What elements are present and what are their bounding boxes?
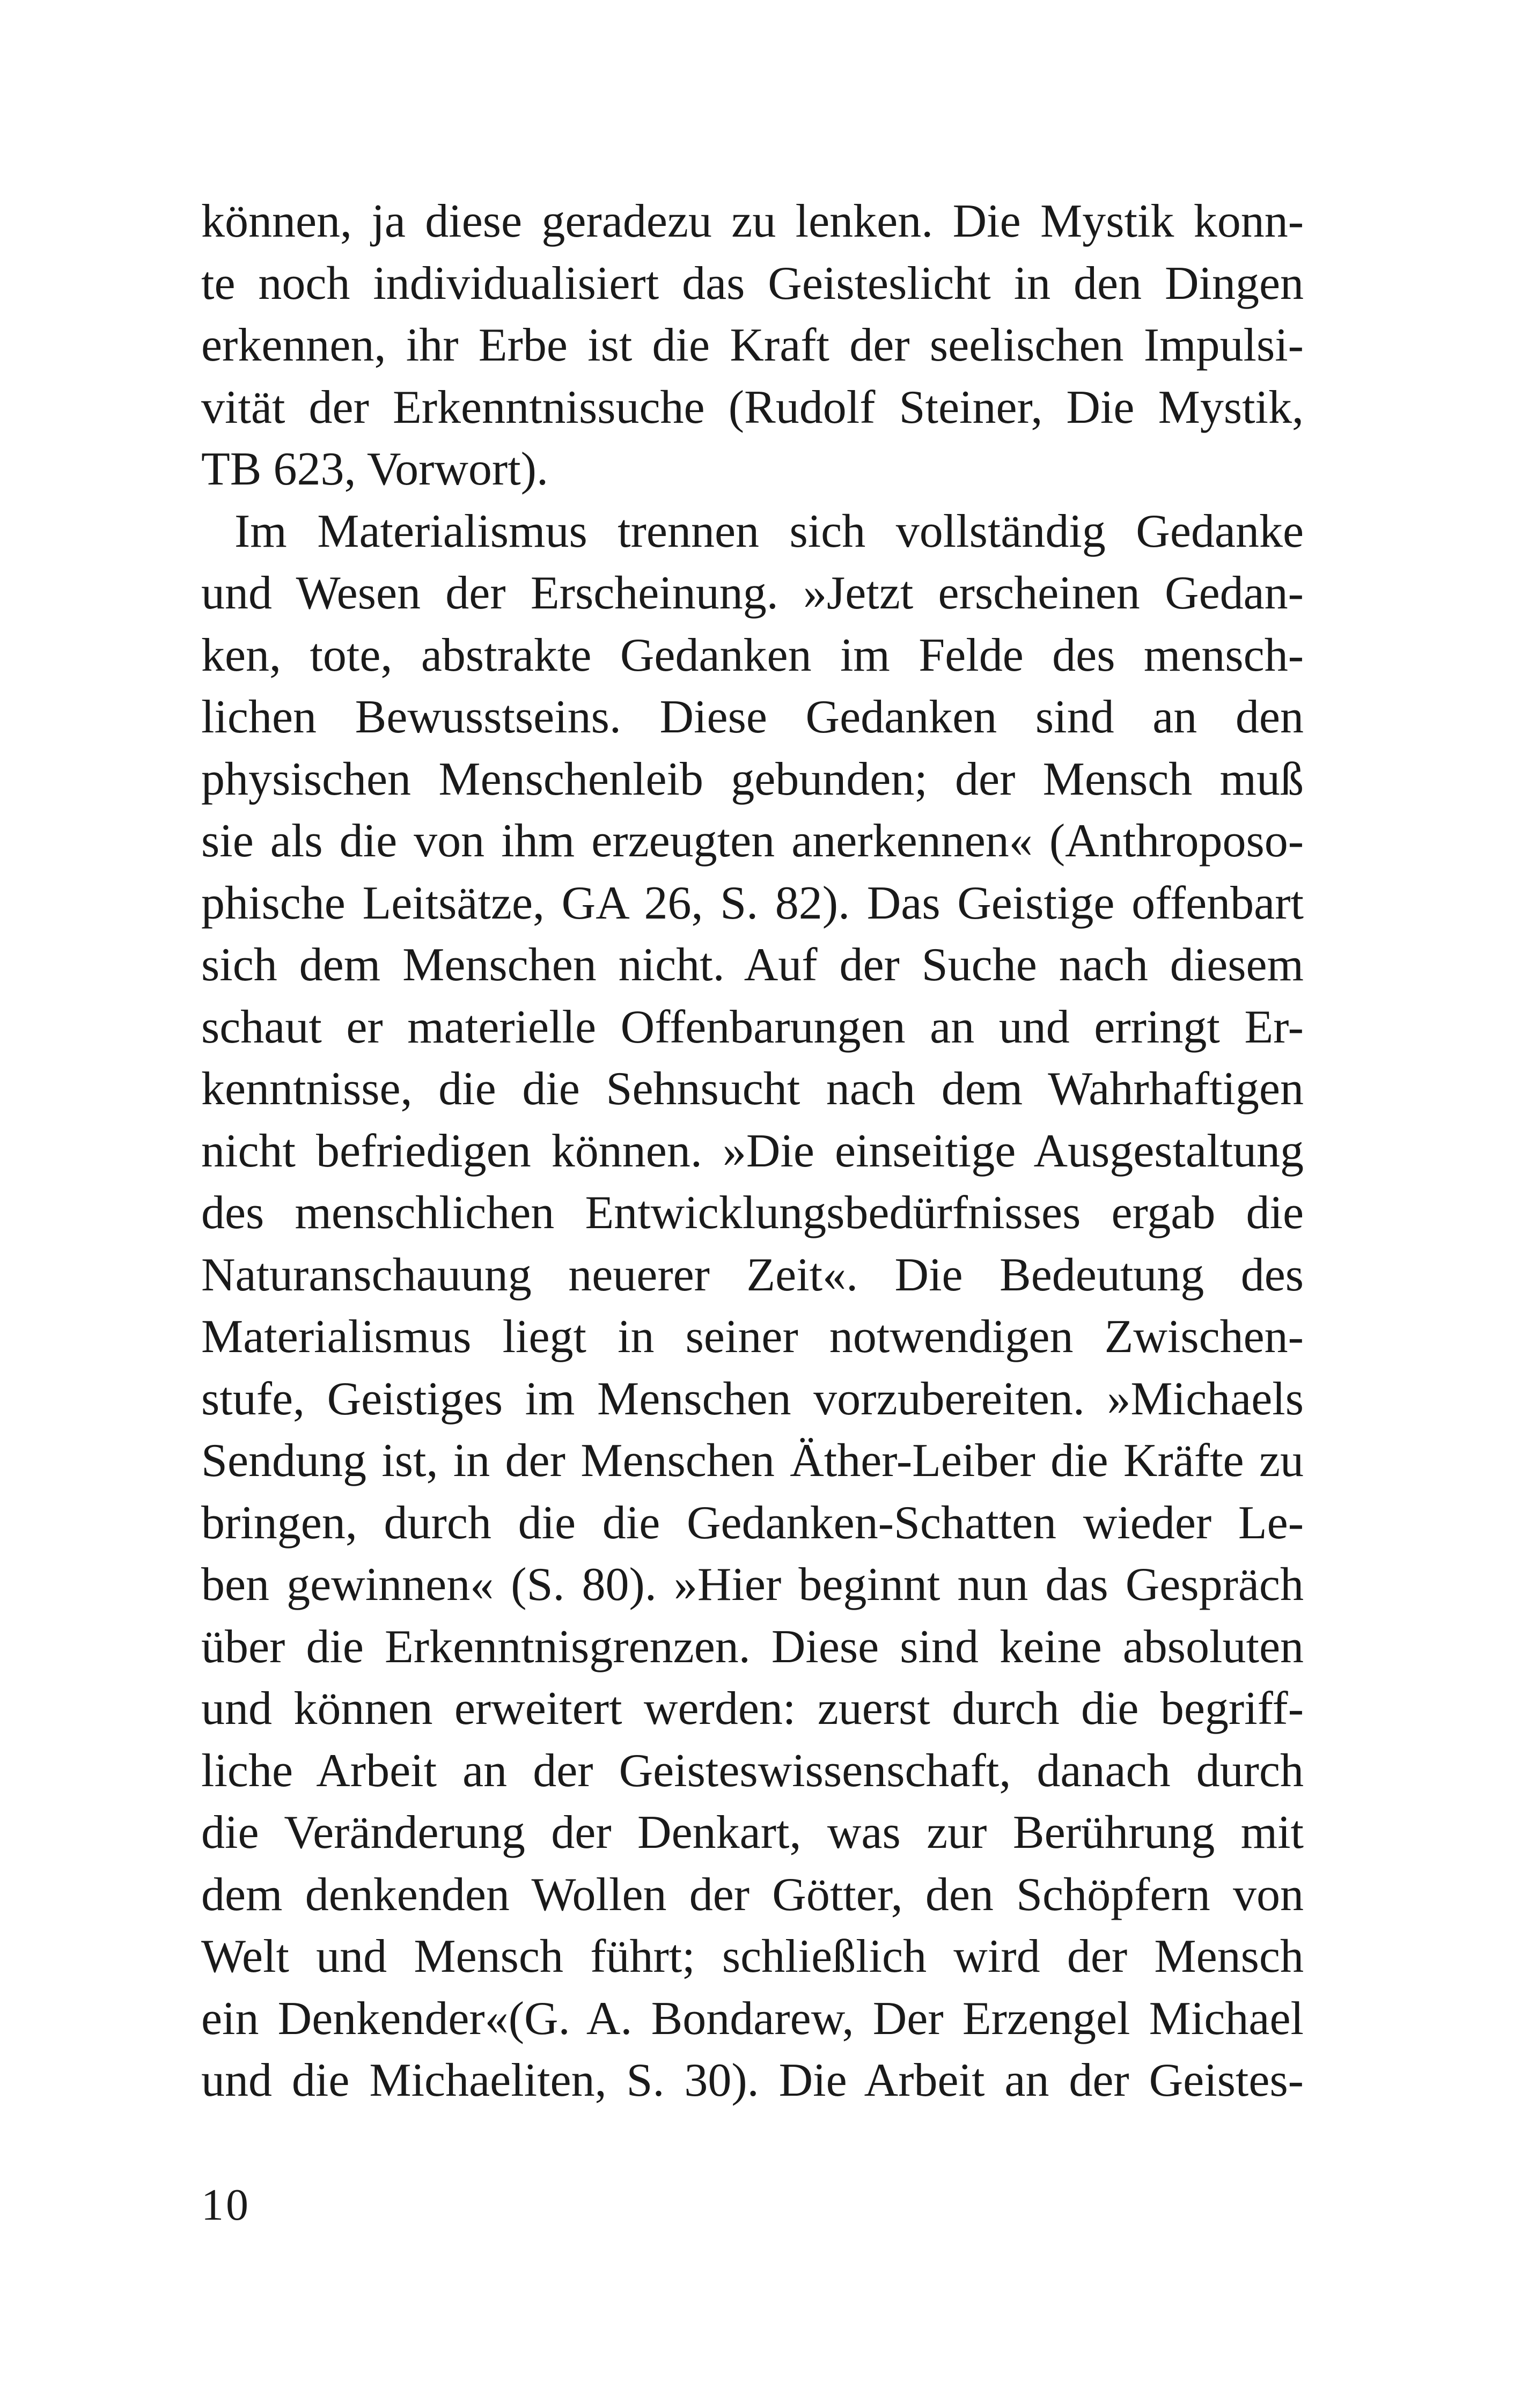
text-line: physischen Menschenleib gebunden; der Mensch muß xyxy=(201,753,1304,805)
text-line: können, ja diese geradezu zu lenken. Die Mystik konn- xyxy=(201,195,1304,247)
page-text-block xyxy=(201,190,1304,2112)
text-line: über die Erkenntnisgrenzen. Diese sind keine absoluten xyxy=(201,1620,1304,1673)
text-line: phische Leitsätze, GA 26, S. 82). Das Geistige offenbart xyxy=(201,877,1304,929)
text-line: TB 623, Vorwort). xyxy=(201,443,548,495)
text-line: dem denkenden Wollen der Götter, den Schöpfern von xyxy=(201,1868,1304,1921)
text-line: te noch individualisiert das Geisteslicht in den Dingen xyxy=(201,257,1304,310)
paragraph-2 xyxy=(201,501,1304,2112)
text-line: und Wesen der Erscheinung. »Jetzt erscheinen Gedan- xyxy=(201,567,1304,619)
text-line: liche Arbeit an der Geisteswissenschaft, danach durch xyxy=(201,1744,1304,1797)
text-line: ken, tote, abstrakte Gedanken im Felde des mensch- xyxy=(201,629,1304,681)
text-line: und können erweitert werden: zuerst durch die begriff- xyxy=(201,1683,1304,1735)
text-line: vität der Erkenntnissuche (Rudolf Steiner, Die Mystik, xyxy=(201,381,1304,434)
text-line: Materialismus liegt in seiner notwendigen Zwischen- xyxy=(201,1311,1304,1363)
text-line: Sendung ist, in der Menschen Äther-Leiber die Kräfte zu xyxy=(201,1435,1304,1487)
text-line: schaut er materielle Offenbarungen an und erringt Er- xyxy=(201,1001,1304,1053)
text-line: sie als die von ihm erzeugten anerkennen« (Anthroposo- xyxy=(201,815,1304,867)
text-line: kenntnisse, die die Sehnsucht nach dem Wahrhaftigen xyxy=(201,1063,1304,1115)
text-line: stufe, Geistiges im Menschen vorzubereiten. »Michaels xyxy=(201,1372,1304,1425)
text-line: Im Materialismus trennen sich vollständig Gedanke xyxy=(234,505,1304,557)
text-line: bringen, durch die die Gedanken-Schatten wieder Le- xyxy=(201,1496,1304,1549)
page-number: 10 xyxy=(201,2180,251,2230)
text-line: erkennen, ihr Erbe ist die Kraft der seelischen Impulsi- xyxy=(201,319,1304,371)
text-line: Naturanschauung neuerer Zeit«. Die Bedeutung des xyxy=(201,1249,1304,1301)
text-line: die Veränderung der Denkart, was zur Berührung mit xyxy=(201,1807,1304,1859)
text-line: nicht befriedigen können. »Die einseitige Ausgestaltung xyxy=(201,1125,1304,1177)
text-line: ben gewinnen« (S. 80). »Hier beginnt nun das Gespräch xyxy=(201,1559,1304,1611)
text-line: des menschlichen Entwicklungsbedürfnisses ergab die xyxy=(201,1187,1304,1239)
text-line: und die Michaeliten, S. 30). Die Arbeit an der Geistes- xyxy=(201,2054,1304,2106)
text-line: ein Denkender«(G. A. Bondarew, Der Erzengel Michael xyxy=(201,1992,1304,2045)
paragraph-1 xyxy=(201,190,1304,501)
text-line: sich dem Menschen nicht. Auf der Suche nach diesem xyxy=(201,939,1304,991)
text-line: Welt und Mensch führt; schließlich wird der Mensch xyxy=(201,1930,1304,1983)
text-line: lichen Bewusstseins. Diese Gedanken sind an den xyxy=(201,691,1304,743)
